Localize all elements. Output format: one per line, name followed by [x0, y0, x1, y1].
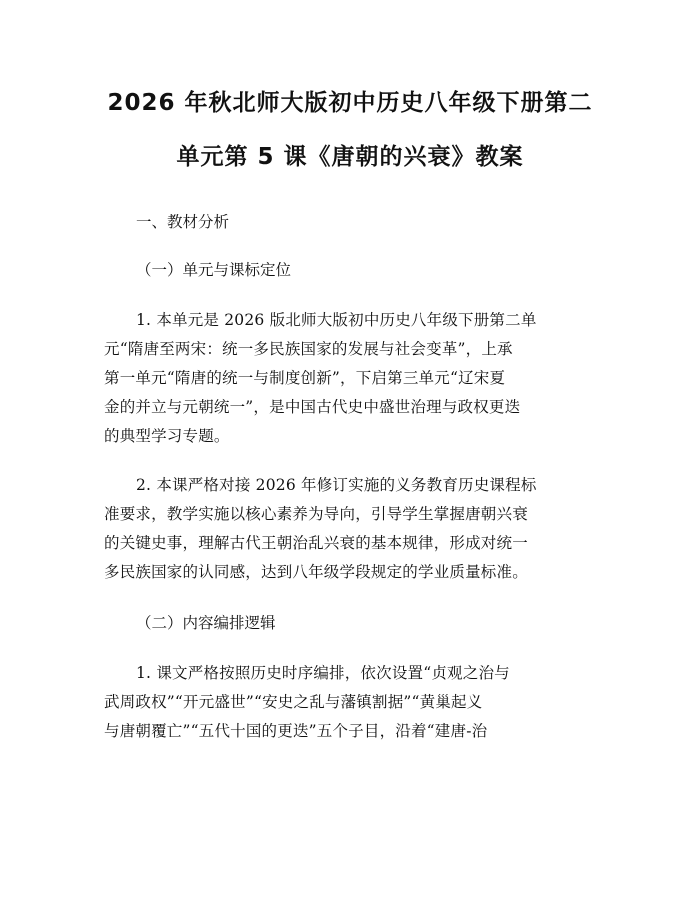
paragraph-1-line: 1. 本单元是 2026 版北师大版初中历史八年级下册第二单: [136, 311, 537, 329]
section-heading-textbook-analysis: 一、教材分析: [136, 213, 230, 231]
paragraph-3-line: 与唐朝覆亡”“五代十国的更迭”五个子目，沿着“建唐-治: [104, 722, 488, 740]
paragraph-2-line: 多民族国家的认同感，达到八年级学段规定的学业质量标准。: [104, 563, 528, 581]
paragraph-2-line: 2. 本课严格对接 2026 年修订实施的义务教育历史课程标: [136, 476, 537, 494]
paragraph-1-line: 第一单元“隋唐的统一与制度创新”，下启第三单元“辽宋夏: [104, 369, 506, 387]
document-title: [104, 76, 596, 184]
paragraph-2: [104, 471, 596, 587]
paragraph-1: [104, 306, 596, 451]
paragraph-2-line: 的关键史事，理解古代王朝治乱兴衰的基本规律，形成对统一: [104, 534, 528, 552]
paragraph-3: [104, 659, 596, 746]
paragraph-1-line: 元“隋唐至两宋：统一多民族国家的发展与社会变革”，上承: [104, 340, 513, 358]
paragraph-3-line: 武周政权”“开元盛世”“安史之乱与藩镇割据”“黄巢起义: [104, 693, 483, 711]
paragraph-1-line: 的典型学习专题。: [104, 427, 230, 445]
title-line-1: 2026 年秋北师大版初中历史八年级下册第二: [107, 90, 593, 116]
paragraph-2-line: 准要求，教学实施以核心素养为导向，引导学生掌握唐朝兴衰: [104, 505, 528, 523]
subsection-heading-unit-positioning: （一）单元与课标定位: [136, 261, 292, 279]
subsection-heading-content-arrangement: （二）内容编排逻辑: [136, 614, 276, 632]
title-line-2: 单元第 5 课《唐朝的兴衰》教案: [176, 144, 524, 170]
paragraph-3-line: 1. 课文严格按照历史时序编排，依次设置“贞观之治与: [136, 664, 510, 682]
paragraph-1-line: 金的并立与元朝统一”，是中国古代史中盛世治理与政权更迭: [104, 398, 521, 416]
